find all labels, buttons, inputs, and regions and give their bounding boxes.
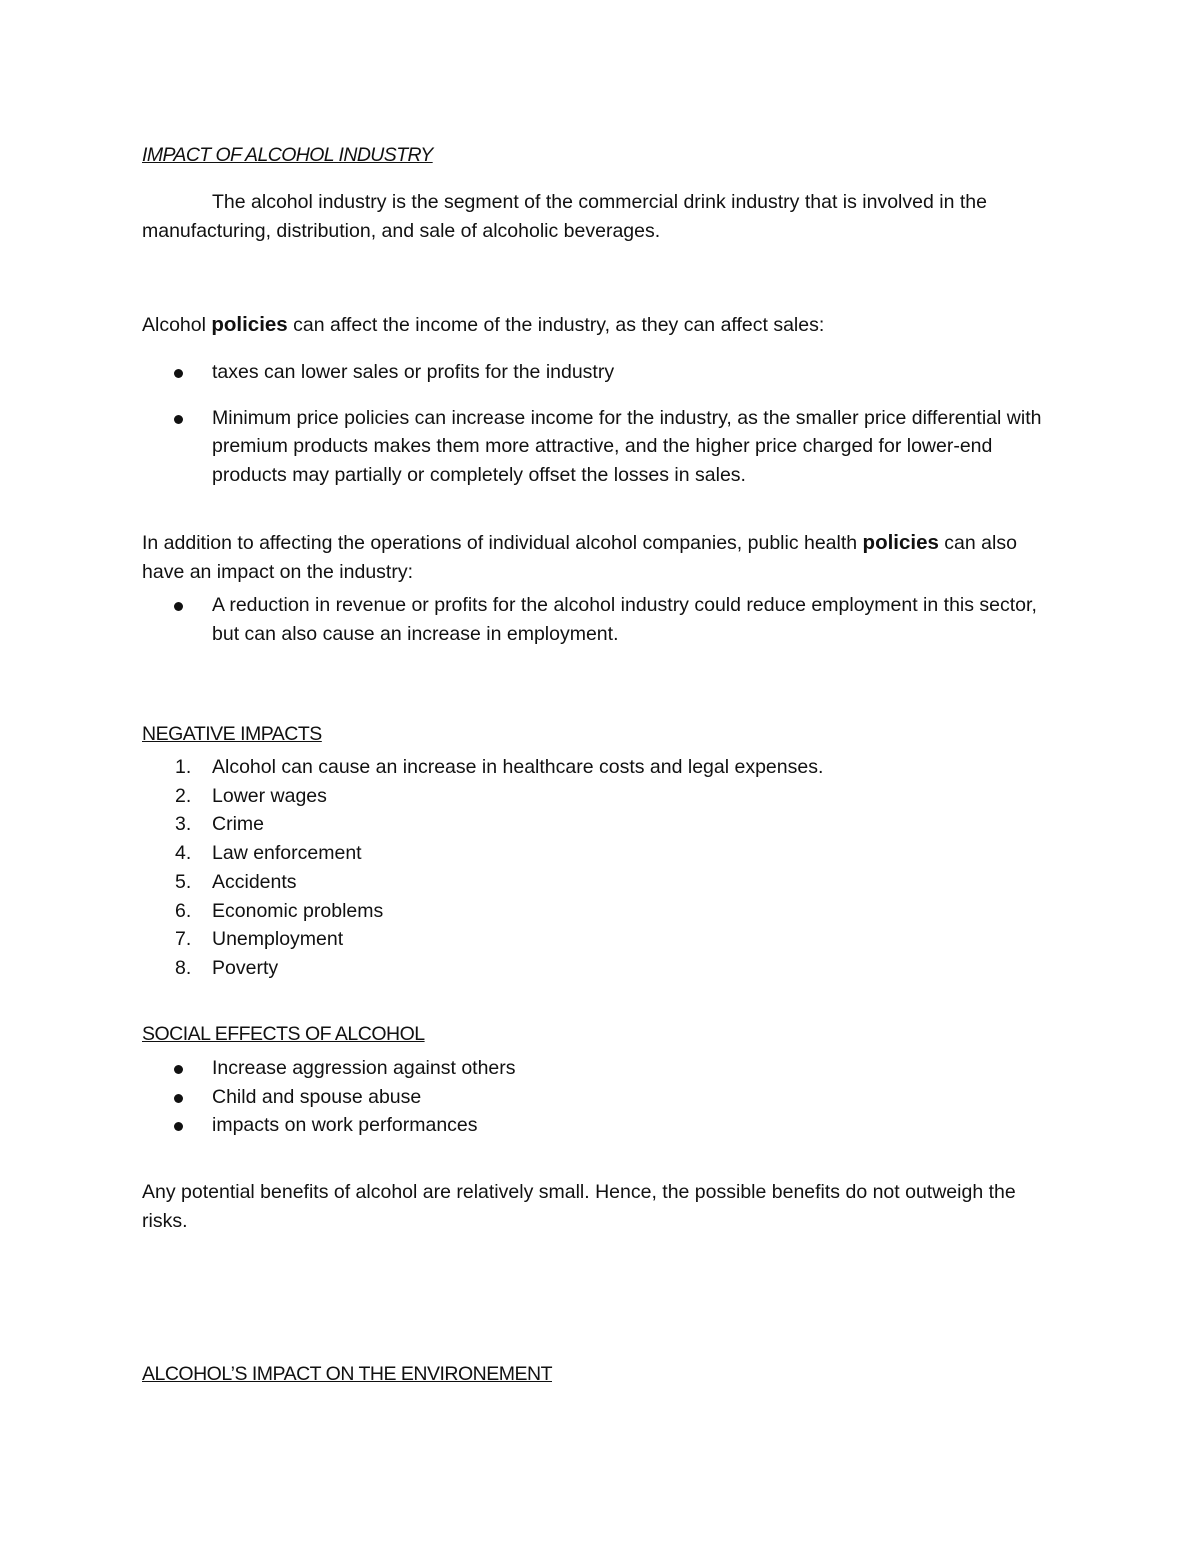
bullet-dot-icon — [174, 1122, 183, 1131]
negative-impact-item-text: Unemployment — [212, 928, 344, 951]
policy-bullet-item-text: taxes can lower sales or profits for the industry — [212, 361, 615, 383]
social-effect-item-text: impacts on work performances — [212, 1114, 478, 1137]
bullet-dot-icon — [174, 1065, 183, 1074]
social-effects-list — [142, 1054, 1052, 1140]
negative-impact-item-text: Economic problems — [212, 899, 384, 922]
list-number: 2. — [175, 784, 192, 807]
negative-impact-item-text: Accidents — [212, 870, 297, 893]
negative-impact-item — [142, 925, 1052, 954]
document-page — [142, 0, 1052, 1553]
list-number: 4. — [175, 842, 192, 865]
negative-impact-item-text: Lower wages — [212, 784, 327, 807]
list-number: 8. — [175, 956, 192, 979]
social-effect-item — [142, 1083, 1052, 1112]
social-effect-item — [142, 1054, 1052, 1083]
list-number: 1. — [175, 756, 192, 778]
environment-heading: ALCOHOL’S IMPACT ON THE ENVIRONEMENT — [142, 1363, 552, 1385]
bullet-dot-icon — [174, 415, 183, 424]
public-health-bullet-item-text: A reduction in revenue or profits for the alcohol industry could reduce employment in this sector, but can also cause an increase in employment. — [212, 594, 1037, 645]
public-health-bullet-list — [142, 591, 1052, 648]
negative-impact-item — [142, 782, 1052, 811]
negative-impact-item — [142, 753, 1052, 782]
negative-impact-item — [142, 810, 1052, 839]
policies-text-before: Alcohol — [142, 314, 212, 336]
negative-impact-item — [142, 839, 1052, 868]
policy-bullet-item-text: Minimum price policies can increase income for the industry, as the smaller price differential with premium products makes them more attractive, and the higher price charged for lower-end products may partially or completely offset the losses in sales. — [212, 406, 1042, 487]
public-health-bold-word: policies — [862, 531, 939, 554]
social-effect-item-text: Increase aggression against others — [212, 1057, 516, 1079]
public-health-text-before: In addition to affecting the operations of individual alcohol companies, public health — [142, 532, 863, 554]
policies-bold-word: policies — [211, 313, 288, 336]
bullet-dot-icon — [174, 369, 183, 378]
policy-bullet-list — [142, 358, 1052, 507]
negative-impact-item — [142, 868, 1052, 897]
bullet-dot-icon — [174, 602, 183, 611]
negative-impact-item-text: Crime — [212, 813, 264, 836]
public-health-bullet-item — [142, 591, 1052, 648]
negative-impact-item — [142, 954, 1052, 983]
negative-impacts-list — [142, 753, 1052, 983]
policy-bullet-item — [142, 358, 1052, 387]
list-number: 3. — [175, 813, 192, 836]
intro-paragraph: The alcohol industry is the segment of the commercial drink industry that is involved in the manufacturing, distribution, and sale of alcoholic beverages. — [142, 191, 987, 242]
social-effect-item-text: Child and spouse abuse — [212, 1085, 422, 1108]
public-health-text-after: can also have an impact on the industry: — [142, 532, 1017, 583]
policies-paragraph — [142, 311, 1052, 340]
public-health-paragraph — [142, 529, 1052, 586]
list-number: 7. — [175, 928, 192, 951]
document-title: IMPACT OF ALCOHOL INDUSTRY — [142, 144, 433, 166]
conclusion-paragraph: Any potential benefits of alcohol are relatively small. Hence, the possible benefits do not outweigh the risks. — [142, 1181, 1016, 1232]
negative-impact-item — [142, 897, 1052, 926]
list-number: 5. — [175, 870, 192, 893]
list-number: 6. — [175, 899, 192, 922]
social-effect-item — [142, 1111, 1052, 1140]
negative-impact-item-text: Poverty — [212, 956, 279, 979]
policy-bullet-item — [142, 404, 1052, 490]
policies-text-after: can affect the income of the industry, as they can affect sales: — [287, 314, 825, 336]
negative-impact-item-text: Law enforcement — [212, 842, 362, 865]
bullet-dot-icon — [174, 1094, 183, 1103]
negative-impact-item-text: Alcohol can cause an increase in healthcare costs and legal expenses. — [212, 756, 824, 778]
social-effects-heading: SOCIAL EFFECTS OF ALCOHOL — [142, 1023, 425, 1045]
negative-impacts-heading: NEGATIVE IMPACTS — [142, 723, 322, 745]
